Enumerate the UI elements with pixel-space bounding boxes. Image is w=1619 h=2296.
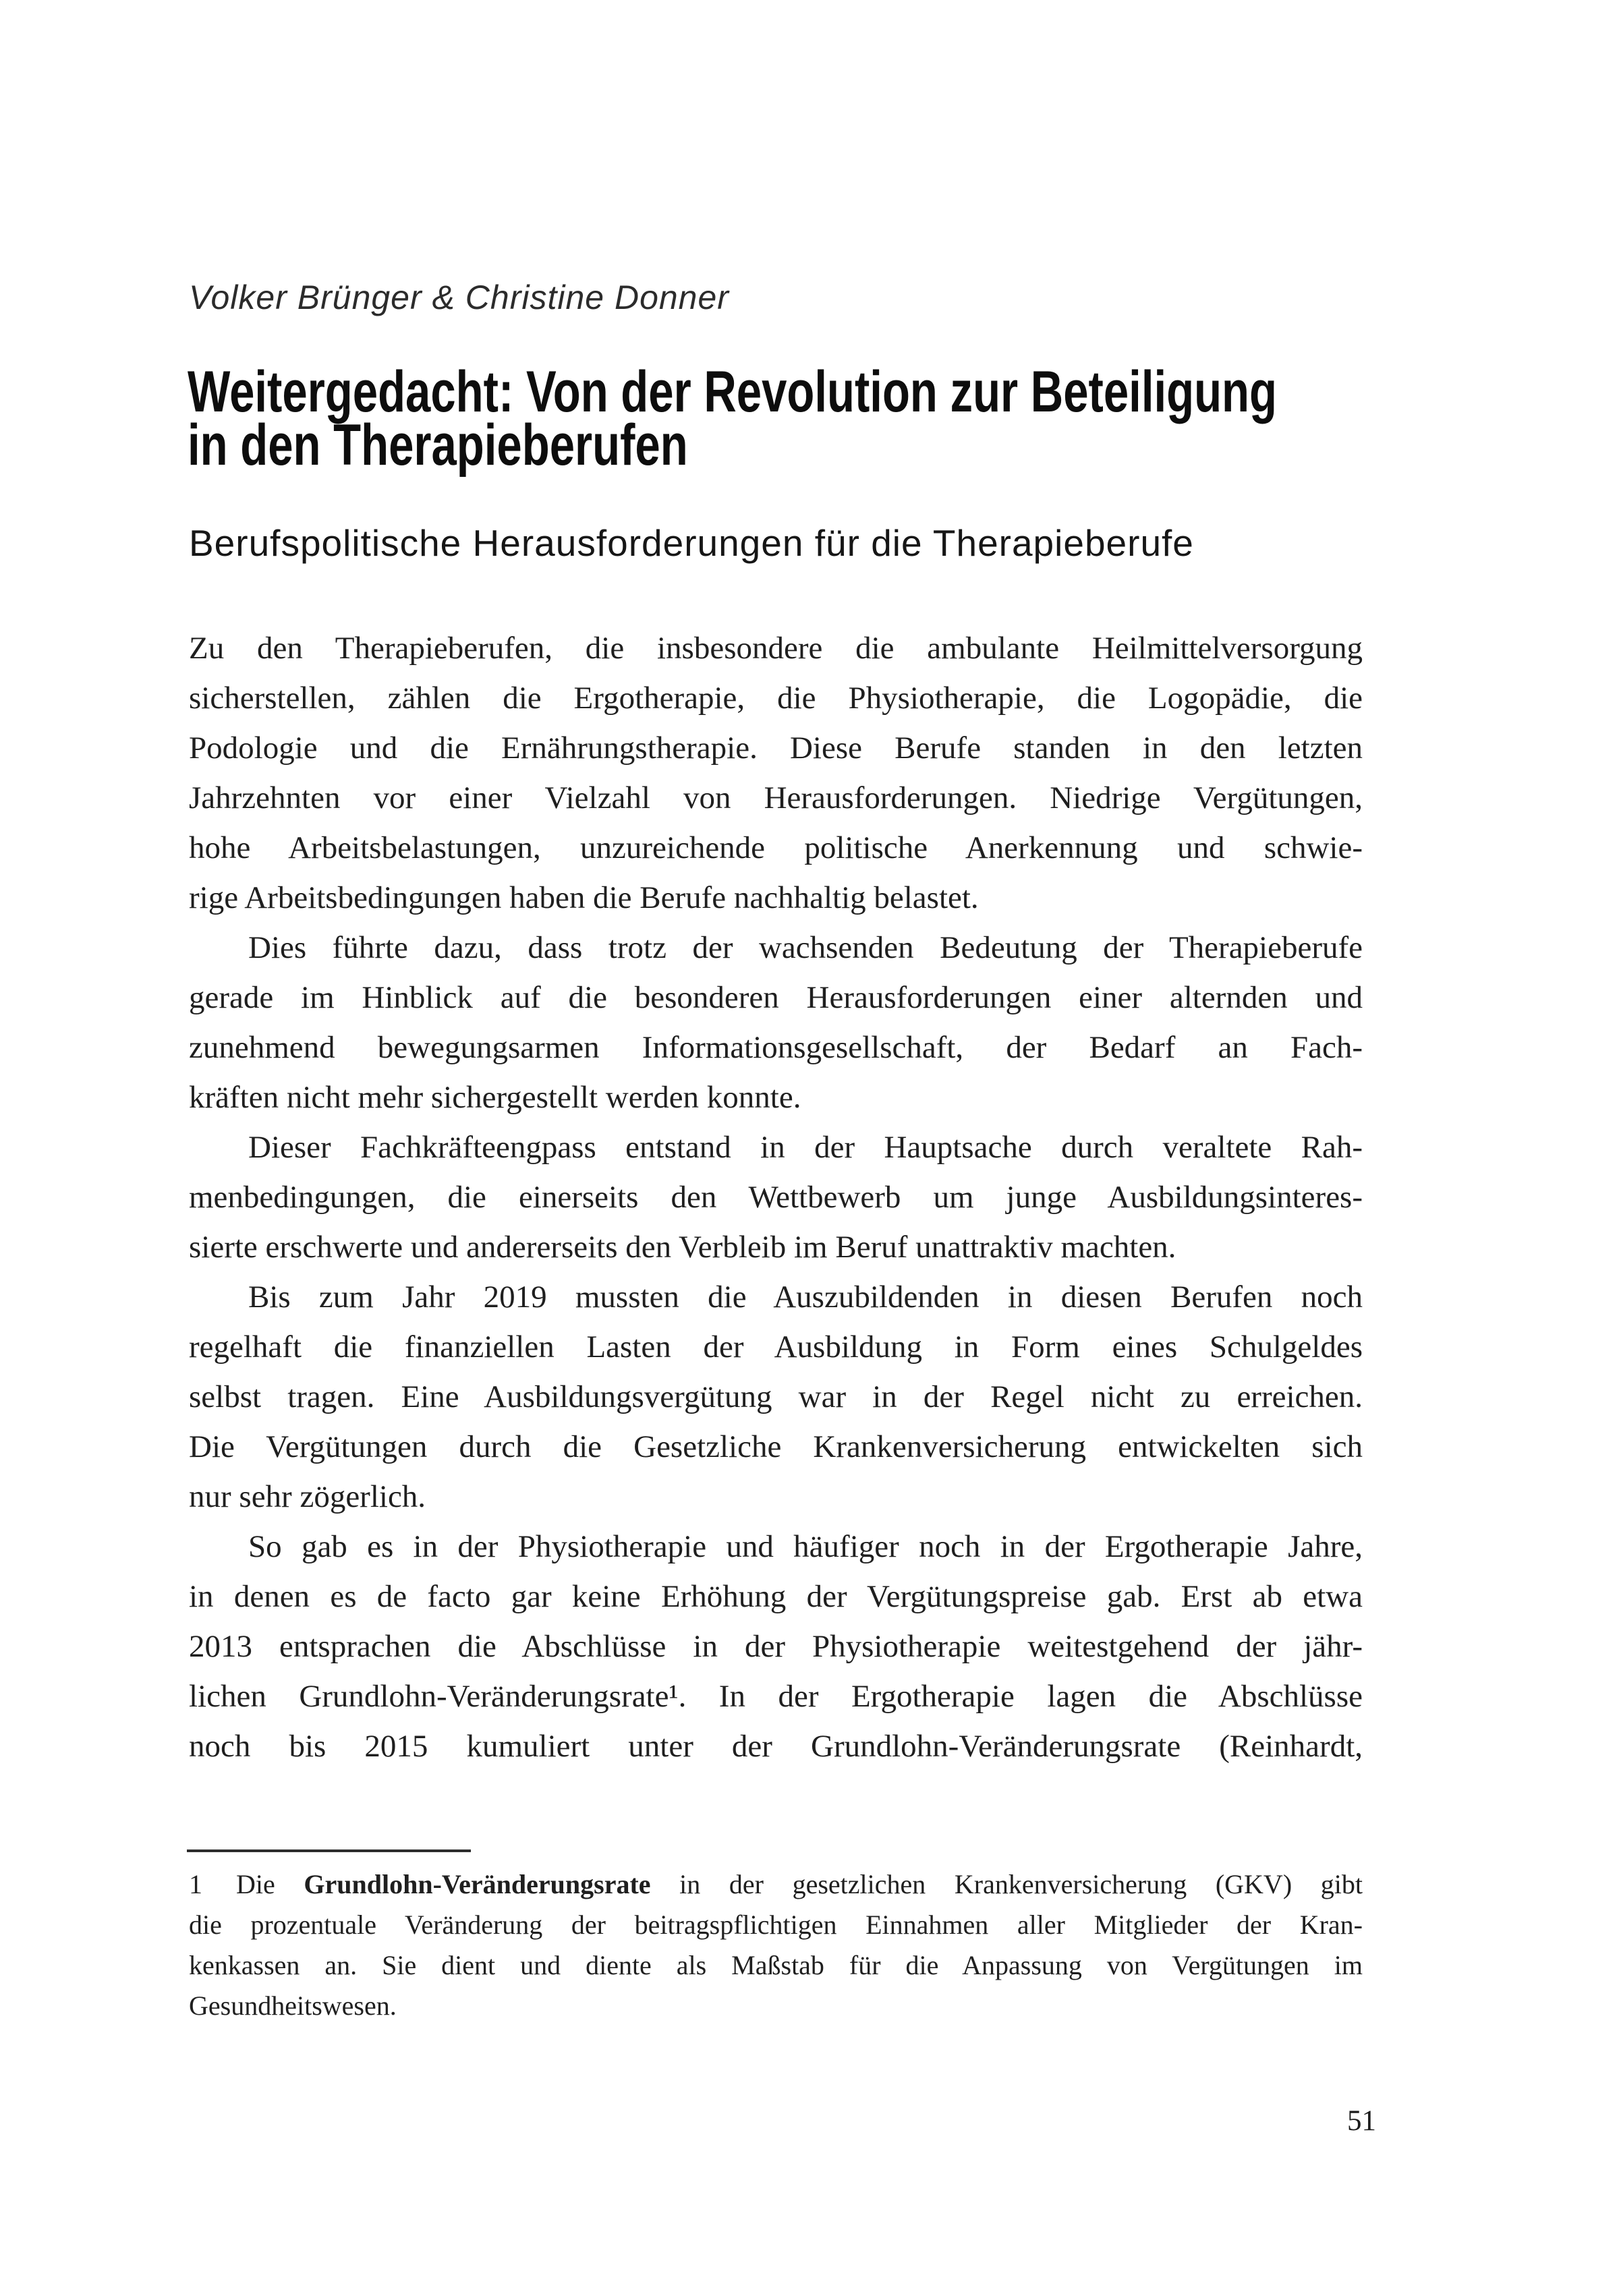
body-paragraph — [189, 1122, 1363, 1272]
body-line: hohe Arbeitsbelastungen, unzureichende politische Anerkennung und schwie- — [189, 830, 1363, 865]
body-line: Dies führte dazu, dass trotz der wachsenden Bedeutung der Therapieberufe — [248, 930, 1363, 965]
footnote-line — [189, 1864, 1363, 1905]
body-line: Zu den Therapieberufen, die insbesondere die ambulante Heilmittelversorgung — [189, 631, 1363, 666]
chapter-subtitle: Berufspolitische Herausforderungen für die Therapieberufe — [189, 522, 1194, 564]
body-line: zunehmend bewegungsarmen Informationsgesellschaft, der Bedarf an Fach- — [189, 1030, 1363, 1065]
body-line: selbst tragen. Eine Ausbildungsvergütung war in der Regel nicht zu erreichen. — [189, 1379, 1363, 1414]
body-line: Jahrzehnten vor einer Vielzahl von Herausforderungen. Niedrige Vergütungen, — [189, 780, 1363, 815]
body-line: Dieser Fachkräfteengpass entstand in der Hauptsache durch veraltete Rah- — [248, 1130, 1363, 1165]
footnote-line: kenkassen an. Sie dient und diente als Maßstab für die Anpassung von Vergütungen im — [189, 1950, 1363, 1980]
footnote-line: die prozentuale Veränderung der beitragspflichtigen Einnahmen aller Mitglieder der Kran- — [189, 1910, 1363, 1940]
body-line: Podologie und die Ernährungstherapie. Diese Berufe standen in den letzten — [189, 730, 1363, 766]
body-paragraph — [189, 923, 1363, 1122]
footnote-text-segment: Die — [236, 1869, 304, 1899]
body-line: menbedingungen, die einerseits den Wettbewerb um junge Ausbildungsinteres- — [189, 1180, 1363, 1215]
author-line: Volker Brünger & Christine Donner — [189, 279, 729, 316]
chapter-title-line: Weitergedacht: Von der Revolution zur Beteiligung — [188, 360, 1278, 424]
body-line: So gab es in der Physiotherapie und häufiger noch in der Ergotherapie Jahre, — [248, 1529, 1363, 1564]
body-line: 2013 entsprachen die Abschlüsse in der Physiotherapie weitestgehend der jähr- — [189, 1629, 1363, 1664]
body-line: in denen es de facto gar keine Erhöhung der Vergütungspreise gab. Erst ab etwa — [189, 1579, 1363, 1614]
body-line: Die Vergütungen durch die Gesetzliche Krankenversicherung entwickelten sich — [189, 1429, 1363, 1464]
body-line: rige Arbeitsbedingungen haben die Berufe nachhaltig belastet. — [189, 880, 979, 915]
footnote-term-bold: Grundlohn-Veränderungsrate — [304, 1869, 651, 1899]
body-line: lichen Grundlohn-Veränderungsrate¹. In der Ergotherapie lagen die Abschlüsse — [189, 1679, 1363, 1714]
body-text — [189, 623, 1363, 1771]
body-line: sicherstellen, zählen die Ergotherapie, die Physiotherapie, die Logopädie, die — [189, 681, 1363, 716]
body-line: sierte erschwerte und andererseits den Verbleib im Beruf unattraktiv machten. — [189, 1230, 1176, 1265]
body-line: kräften nicht mehr sichergestellt werden konnte. — [189, 1080, 801, 1115]
body-paragraph — [189, 1522, 1363, 1771]
body-line: regelhaft die finanziellen Lasten der Ausbildung in Form eines Schulgeldes — [189, 1329, 1363, 1365]
chapter-title-line: in den Therapieberufen — [188, 413, 688, 478]
page-number: 51 — [1347, 2105, 1376, 2137]
body-paragraph — [189, 1272, 1363, 1522]
footnote-line: Gesundheitswesen. — [189, 1990, 397, 2021]
body-line: nur sehr zögerlich. — [189, 1479, 426, 1514]
body-line: noch bis 2015 kumuliert unter der Grundlohn-Veränderungsrate (Reinhardt, — [189, 1729, 1363, 1764]
footnote-divider — [187, 1849, 471, 1852]
body-paragraph — [189, 623, 1363, 923]
footnote — [189, 1864, 1363, 2026]
body-line: gerade im Hinblick auf die besonderen Herausforderungen einer alternden und — [189, 980, 1363, 1015]
chapter-title — [188, 360, 1585, 478]
body-line: Bis zum Jahr 2019 mussten die Auszubildenden in diesen Berufen noch — [248, 1280, 1363, 1315]
footnote-marker: 1 — [189, 1869, 202, 1899]
footnote-text-segment: in der gesetzlichen Krankenversicherung (GKV) gibt — [650, 1869, 1363, 1899]
